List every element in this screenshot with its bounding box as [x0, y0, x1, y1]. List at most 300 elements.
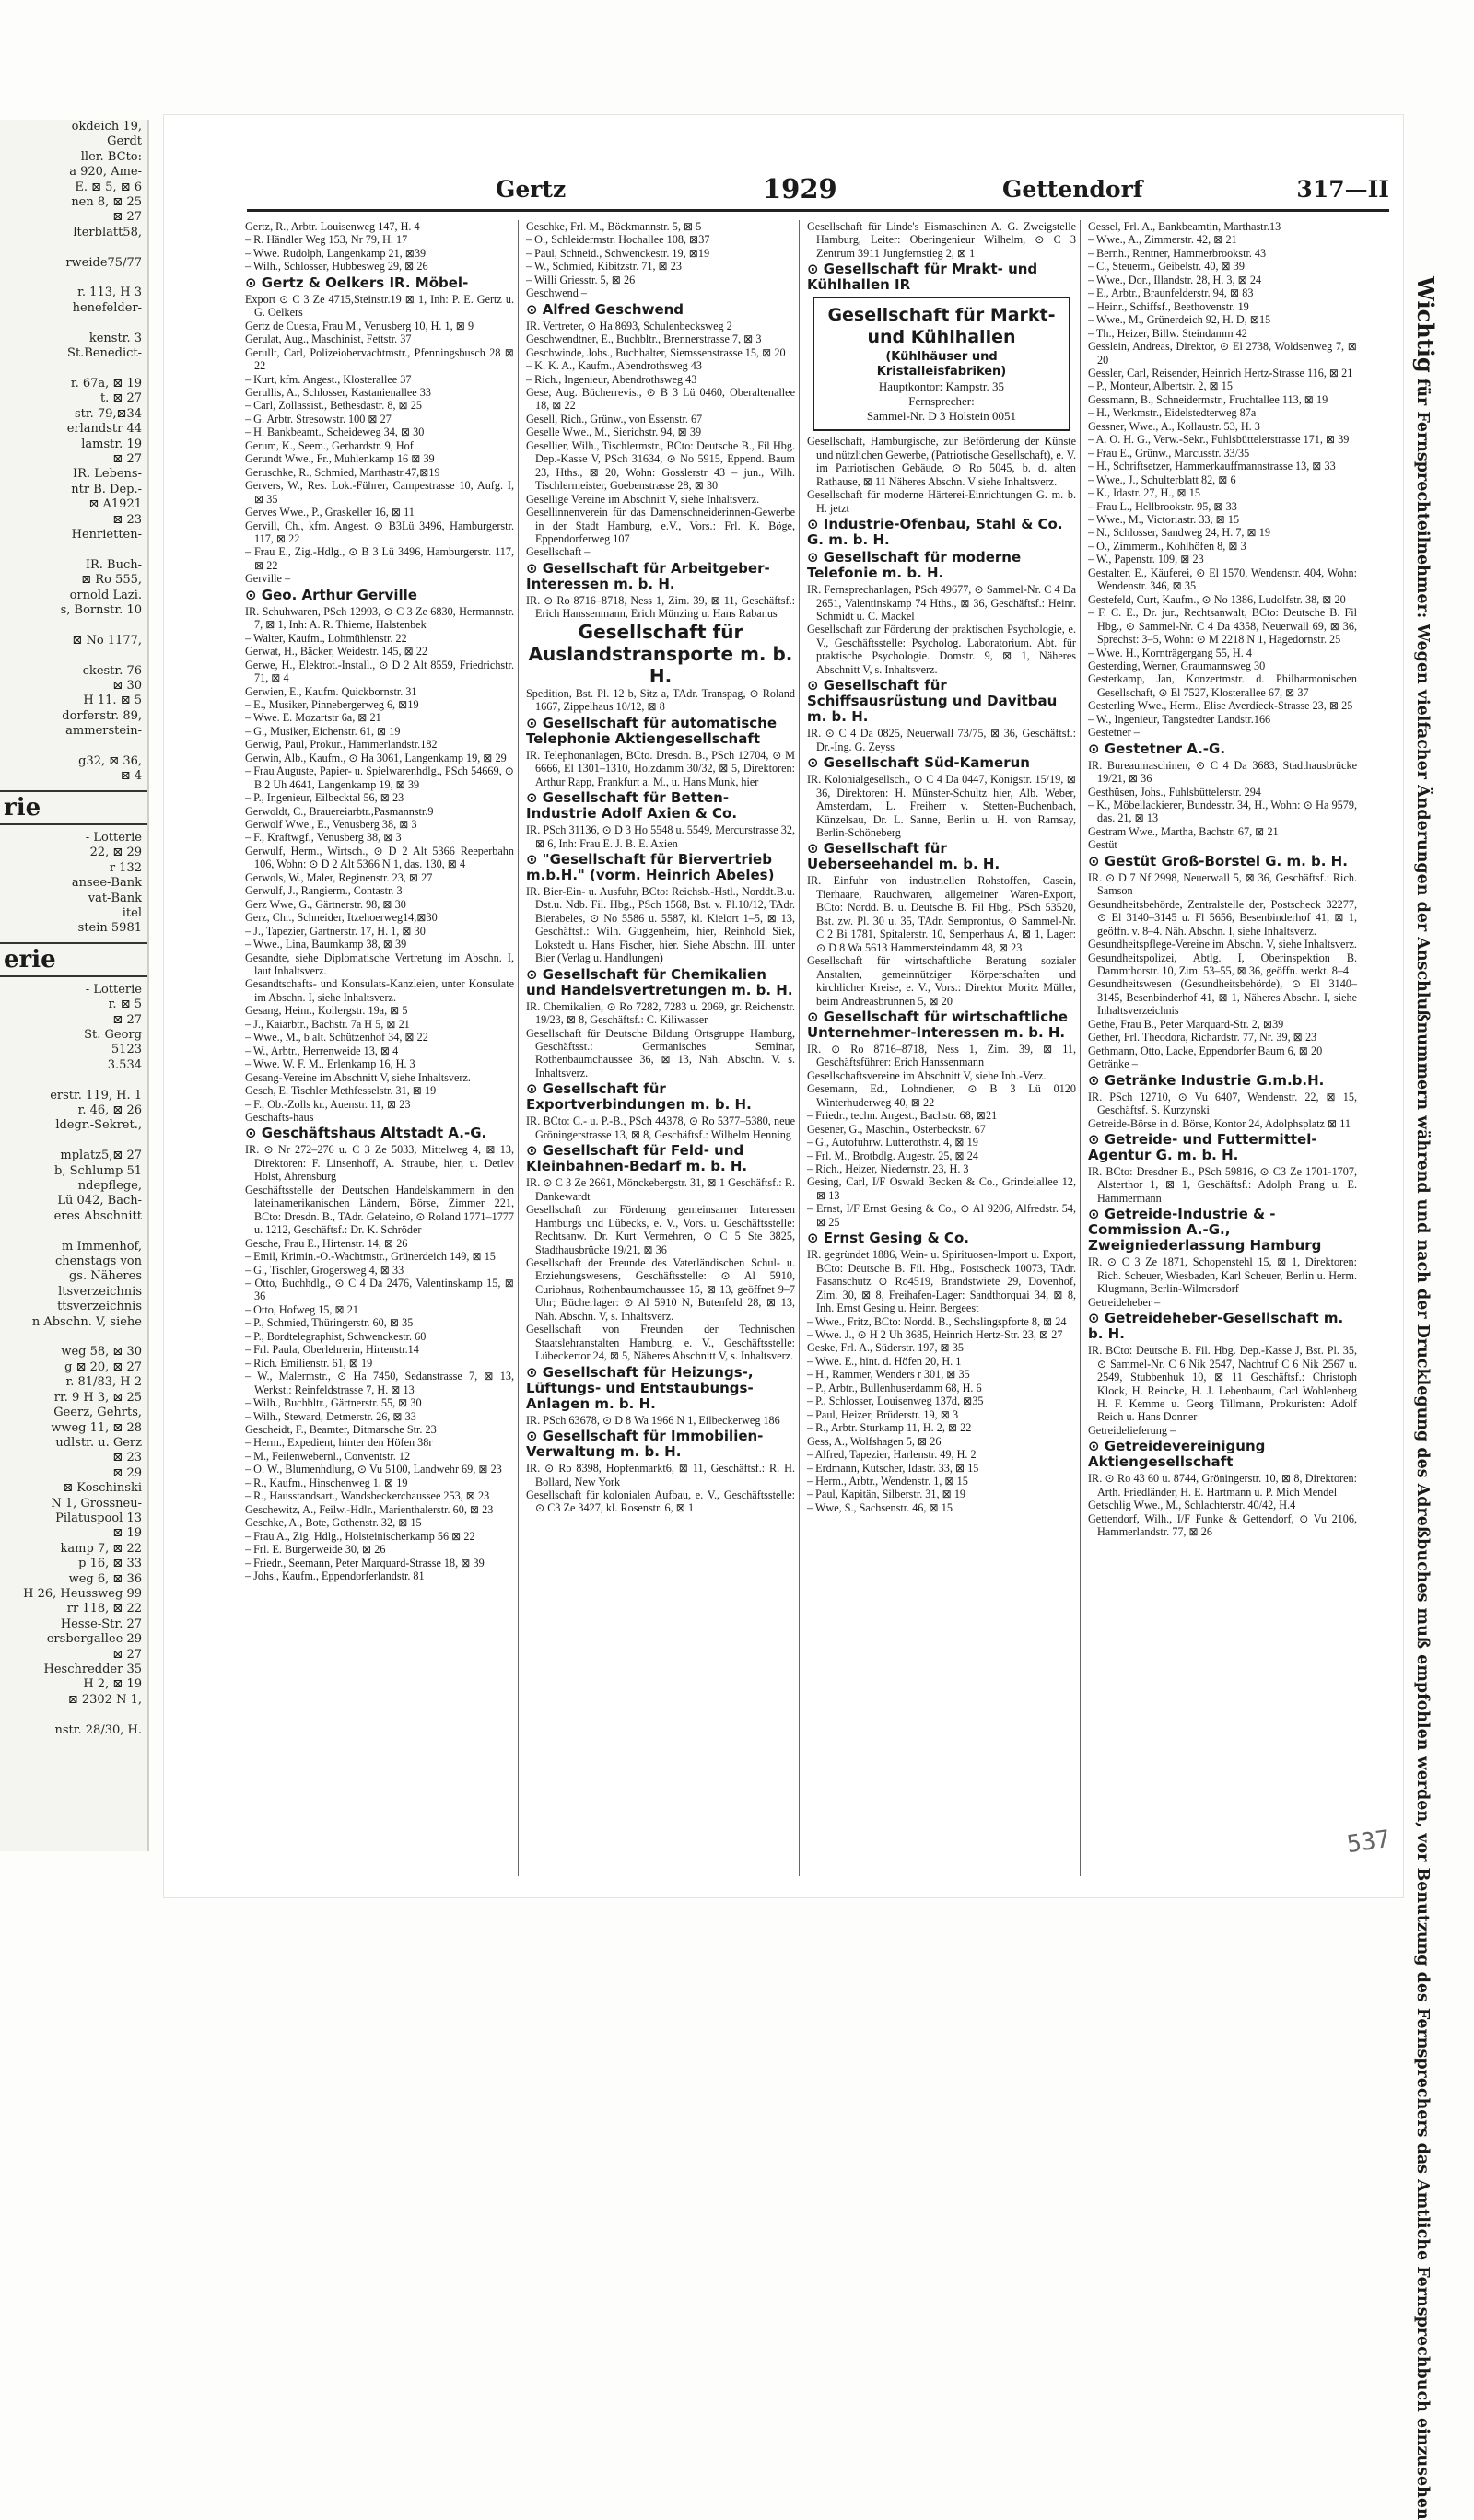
directory-entry: – W., Malermstr., ⊙ Ha 7450, Sedanstrasse 7, ⊠ 13, Werkst.: Reinfeldstrasse 7, H. ⊠ 13 — [245, 1370, 514, 1396]
bold-firm-entry: ⊙ Gestetner A.-G. — [1088, 740, 1226, 757]
previous-page-line: r. 67a, ⊠ 19 — [70, 376, 142, 391]
previous-page-line: ⊠ 19 — [112, 1526, 142, 1541]
directory-entry: Geschwinde, Johs., Buchhalter, Siemssenstrasse 15, ⊠ 20 — [526, 345, 786, 359]
directory-entry: IR. ⊙ Ro 8716–8718, Ness 1, Zim. 39, ⊠ 11, Geschäftsf.: Erich Hanssenmann, Erich Münzing u. Hans Rabanus — [526, 593, 795, 621]
previous-page-line: ⊠ 27 — [112, 1647, 142, 1662]
previous-page-line: kenstr. 3 — [88, 331, 142, 345]
directory-entry: – Ernst, I/F Ernst Gesing & Co., ⊙ Al 9206, Alfredstr. 54, ⊠ 25 — [807, 1202, 1076, 1229]
directory-entry: Geschäftsstelle der Deutschen Handelskammern in den lateinamerikanischen Ländern, Börse, Zimmer 221, BCto: Dresdn. B., TAdr. Gelateino, ⊙ Roland 1771–1777 u. 1212, Geschäftsf.: Dr. K. Schröder — [245, 1183, 514, 1237]
directory-entry: Gesterkamp, Jan, Konzertmstr. d. Philharmonischen Gesellschaft, ⊙ El 7527, Klosterallee 67, ⊠ 37 — [1088, 672, 1357, 699]
bold-firm-entry: ⊙ "Gesellschaft für Biervertrieb m.b.H." (vorm. Heinrich Abeles) — [526, 850, 775, 883]
directory-entry: – Wwe. H., Kornträgergang 55, H. 4 — [1088, 646, 1252, 659]
directory-entry: – Bernh., Rentner, Hammerbrookstr. 43 — [1088, 246, 1267, 260]
directory-entry: – O. W., Blumenhdlung, ⊙ Vu 5100, Landwehr 69, ⊠ 23 — [245, 1463, 502, 1476]
previous-page-line: ⊠ Ro 555, — [81, 573, 142, 588]
previous-page-line: H 11. ⊠ 5 — [83, 694, 142, 708]
directory-entry: Gerz, Chr., Schneider, Itzehoerweg14,⊠30 — [245, 911, 438, 925]
previous-page-line: ⊠ 30 — [112, 679, 142, 694]
previous-page-line: eres Abschnitt — [53, 1208, 142, 1223]
previous-page-line: E. ⊠ 5, ⊠ 6 — [75, 180, 142, 194]
directory-entry: – W., Papenstr. 109, ⊠ 23 — [1088, 553, 1204, 566]
directory-entry: – Paul, Heizer, Brüderstr. 19, ⊠ 3 — [807, 1407, 959, 1421]
directory-entry: Gerwat, H., Bäcker, Weidestr. 145, ⊠ 22 — [245, 645, 428, 659]
directory-entry: Gether, Frl. Theodora, Richardstr. 77, Nr. 39, ⊠ 23 — [1088, 1031, 1317, 1044]
ad-phone-label: Fernsprecher: — [908, 394, 975, 409]
directory-entry: – C., Steuerm., Geibelstr. 40, ⊠ 39 — [1088, 260, 1245, 274]
directory-entry: – Wwe., M., b alt. Schützenhof 34, ⊠ 22 — [245, 1031, 428, 1044]
directory-entry: Gerwulf, J., Rangierm., Contastr. 3 — [245, 884, 403, 898]
directory-entry: IR. Bier-Ein- u. Ausfuhr, BCto: Reichsb.-Hstl., Norddt.B.u. Dst.u. Ndb. Fil. Hbg., PSch 1568, Bst. v. Pl.10/12, TAdr. Bierabeles, ⊙ No 5586 u. 5587, kl. Kielort 1–5, ⊠ 13, Geschäftsf.: Wilh. Guggenheim, hier, Reinhold Siek, Lokstedt u. Hans Fischer, hier. Siehe Abschn. III. unter Bier (Verlag u. Handlungen) — [526, 884, 795, 965]
bold-firm-entry: ⊙ Gesellschaft für Schiffsausrüstung und Davitbau m. b. H. — [807, 677, 1058, 726]
directory-entry: Gerz Wwe, G., Gärtnerstr. 98, ⊠ 30 — [245, 897, 406, 911]
directory-entry: – Wwe. J., ⊙ H 2 Uh 3685, Heinrich Hertz-Str. 23, ⊠ 27 — [807, 1328, 1063, 1342]
previous-page-line: p 16, ⊠ 33 — [78, 1557, 142, 1571]
directory-entry: Gesundheitswesen (Gesundheitsbehörde), ⊙ El 3140–3145, Besenbinderhof 41, ⊠ 1, Näheres Abschn. I, siehe Inhaltsverzeichnis — [1088, 977, 1357, 1018]
previous-page-line — [0, 271, 147, 286]
bold-firm-entry: ⊙ Gesellschaft Süd-Kamerun — [807, 754, 1030, 772]
directory-entry: Gerwig, Paul, Prokur., Hammerlandstr.182 — [245, 738, 438, 752]
directory-entry: Gesellschaftsvereine im Abschnitt V, siehe Inh.-Verz. — [807, 1068, 1047, 1082]
previous-page-line: nen 8, ⊠ 25 — [71, 195, 142, 210]
directory-entry: IR. BCto: Deutsche B. Fil. Hbg. Dep.-Kasse J, Bst. Pl. 35, ⊙ Sammel-Nr. C 6 Nik 2547, Nachtruf C 6 Nik 2567 u. 2549, Stubbenhuk 10, ⊠ 11 Geschäftsf.: Christoph Klock, H. Reincke, H. J. Lebenbaum, Carl Wohlenberg H. F. Kemme u. Georg Tillmann, Prokuristen: Adolf Reich u. Hans Donner — [1088, 1344, 1357, 1424]
directory-entry: – Friedr., techn. Angest., Bachstr. 68, ⊠21 — [807, 1109, 998, 1123]
previous-page-line — [0, 542, 147, 557]
directory-entry: – Otto, Buchhdlg., ⊙ C 4 Da 2476, Valentinskamp 15, ⊠ 36 — [245, 1276, 514, 1303]
previous-page-line: Geerz, Gehrts, — [53, 1406, 142, 1420]
bold-firm-entry: ⊙ Getreide- und Futtermittel-Agentur G. m. b. H. — [1088, 1131, 1317, 1163]
directory-entry: Gesterling Wwe., Herm., Elise Averdieck-Strasse 23, ⊠ 25 — [1088, 699, 1353, 713]
directory-entry: – Erdmann, Kutscher, Idastr. 33, ⊠ 15 — [807, 1461, 979, 1475]
previous-page-line: udlstr. u. Gerz — [55, 1435, 142, 1450]
previous-page-line — [0, 1224, 147, 1239]
previous-page-line: str. 79,⊠34 — [74, 406, 142, 421]
previous-page-line — [0, 240, 147, 255]
directory-entry: Gethmann, Otto, Lacke, Eppendorfer Baum 6, ⊠ 20 — [1088, 1044, 1323, 1057]
directory-entry: – A. O. H. G., Verw.-Sekr., Fuhlsbüttelerstrasse 171, ⊠ 39 — [1088, 433, 1350, 447]
directory-entry: Geschwendtner, E., Buchbltr., Brennerstrasse 7, ⊠ 3 — [526, 332, 762, 346]
directory-entry: Gesellschaft für wirtschaftliche Beratung sozialer Anstalten, gemeinnütziger Körperschaften und kirchlicher Kreise, e. V., Vors.: Direktor Moritz Müller, beim Andreasbrunnen 5, ⊠ 20 — [807, 954, 1076, 1008]
previous-page-line: rr. 9 H 3, ⊠ 25 — [53, 1390, 142, 1405]
directory-entry: IR. Bureaumaschinen, ⊙ C 4 Da 3683, Stadthausbrücke 19/21, ⊠ 36 — [1088, 758, 1357, 786]
directory-entry: – Wilh., Steward, Detmerstr. 26, ⊠ 33 — [245, 1409, 416, 1423]
header-first-name: Gertz — [496, 176, 567, 203]
directory-entry: Getreideheber – — [1088, 1295, 1161, 1309]
previous-page-line: IR. Buch- — [85, 557, 142, 572]
directory-entry: IR. Schuhwaren, PSch 12993, ⊙ C 3 Ze 6830, Hermannstr. 7, ⊠ 1, Inh: A. R. Thieme, Halstenbek — [245, 604, 514, 632]
directory-entry: – H. Bankbeamt., Scheideweg 34, ⊠ 30 — [245, 426, 425, 439]
directory-entry: Getschlig Wwe., M., Schlachterstr. 40/42, H.4 — [1088, 1499, 1296, 1512]
directory-entry: – F., Kraftwgf., Venusberg 38, ⊠ 3 — [245, 831, 402, 845]
directory-entry: – Frl. E. Bürgerweide 30, ⊠ 26 — [245, 1543, 386, 1557]
directory-entry: Geske, Frl. A., Süderstr. 197, ⊠ 35 — [807, 1341, 964, 1355]
directory-entry: Gestetner – — [1088, 726, 1140, 740]
directory-entry: – H., Werkmstr., Eidelstedterweg 87a — [1088, 406, 1257, 420]
previous-page-line: weg 58, ⊠ 30 — [61, 1345, 142, 1359]
directory-entry: Gesellschaft für Linde's Eismaschinen A. G. Zweigstelle Hamburg, Leiter: Oberingenieur Wilhelm, ⊙ C 3 Zentrum 3911 Jungfernstieg 2, ⊠ 1 — [807, 220, 1076, 260]
directory-entry: – Alfred, Tapezier, Harlenstr. 49, H. 2 — [807, 1448, 977, 1462]
directory-entry: Getreidelieferung – — [1088, 1423, 1176, 1437]
display-firm-entry: Gesellschaft für Auslandstransporte m. b. H. — [528, 620, 793, 687]
directory-entry: Gess, A., Wolfshagen 5, ⊠ 26 — [807, 1434, 942, 1448]
directory-entry: Gesundheitspflege-Vereine im Abschn. V, siehe Inhaltsverz. — [1088, 938, 1357, 951]
bold-firm-entry: ⊙ Gesellschaft für Arbeitgeber-Interessen m. b. H. — [526, 559, 770, 592]
directory-entry: – H., Rammer, Wenders r 301, ⊠ 35 — [807, 1368, 970, 1382]
previous-page-line — [0, 740, 147, 754]
directory-entry: Gesellschaft zur Förderung gemeinsamer Interessen Hamburgs und Lübecks, e. V., Vors. u. Geschäftsstelle: Rechtsanw. Dr. Kurt Vermehren, ⊙ C 5 Ste 3825, Stadthausbrücke 19/21, ⊠ 36 — [526, 1203, 795, 1256]
directory-entry: Gerville – — [245, 572, 291, 586]
previous-page-line: Henrietten- — [71, 527, 142, 542]
directory-entry: – G. Arbtr. Stresowstr. 100 ⊠ 27 — [245, 412, 392, 426]
previous-page-line: r. ⊠ 5 — [108, 998, 142, 1012]
directory-entry: – P., Schmied, Thüringerstr. 60, ⊠ 35 — [245, 1316, 414, 1330]
directory-entry: IR. ⊙ D 7 Nf 2998, Neuerwall 5, ⊠ 36, Geschäftsf.: Rich. Samson — [1088, 870, 1357, 898]
directory-entry: IR. ⊙ Ro 43 60 u. 8744, Gröningerstr. 10, ⊠ 8, Direktoren: Arth. Friedländer, H. E. Hartmann u. P. Mich Mendel — [1088, 1472, 1357, 1499]
directory-entry: Geschäfts-haus — [245, 1111, 314, 1124]
previous-page-edge — [0, 120, 149, 1851]
previous-page-box-1: rie — [0, 790, 147, 825]
previous-page-line: 5123 — [111, 1043, 142, 1057]
bold-firm-entry: ⊙ Gesellschaft für Feld- und Kleinbahnen-Bedarf m. b. H. — [526, 1142, 748, 1175]
previous-page-line: H 2, ⊠ 19 — [83, 1677, 142, 1692]
directory-entry: – R., Arbtr. Sturkamp 11, H. 2, ⊠ 22 — [807, 1421, 972, 1435]
directory-entry: Gerundt Wwe., Fr., Muhlenkamp 16 ⊠ 39 — [245, 452, 435, 466]
previous-page-line: - Lotterie — [85, 830, 142, 845]
directory-entry: – Paul, Kapitän, Silberstr. 31, ⊠ 19 — [807, 1488, 966, 1501]
directory-entry: Gesche, Frau E., Hirtenstr. 14, ⊠ 26 — [245, 1236, 408, 1250]
previous-page-line: N 1, Grossneu- — [51, 1496, 142, 1511]
previous-page-line: a 920, Ame- — [69, 165, 142, 180]
directory-entry: Export ⊙ C 3 Ze 4715,Steinstr.19 ⊠ 1, Inh: P. E. Gertz u. G. Oelkers — [245, 292, 514, 320]
previous-page-line: ⊠ 23 — [112, 512, 142, 527]
directory-entry: Gerullt, Carl, Polizeiobervachtmstr., Pfenningsbusch 28 ⊠ 22 — [245, 345, 514, 373]
ad-phone: Sammel-Nr. D 3 Holstein 0051 — [866, 409, 1017, 424]
directory-entry: – Frau E., Grünw., Marcusstr. 33/35 — [1088, 446, 1250, 460]
ad-title: Gesellschaft für Markt- und Kühlhallen — [827, 305, 1056, 348]
directory-entry: Gesener, G., Maschin., Osterbeckstr. 67 — [807, 1122, 986, 1136]
previous-page-line: r. 46, ⊠ 26 — [77, 1102, 142, 1117]
directory-entry: – H., Schriftsetzer, Hammerkauffmannstrasse 13, ⊠ 33 — [1088, 460, 1336, 473]
directory-entry: Gesing, Carl, I/F Oswald Becken & Co., Grindelallee 12, ⊠ 13 — [807, 1175, 1076, 1202]
directory-entry: Gescheidt, F., Beamter, Ditmarsche Str. 23 — [245, 1422, 437, 1436]
directory-entry: – G., Tischler, Grogersweg 4, ⊠ 33 — [245, 1263, 404, 1277]
directory-entry: Gesellige Vereine im Abschnitt V, siehe Inhaltsverz. — [526, 492, 760, 506]
directory-entry: Gesellschaft für moderne Härterei-Einrichtungen G. m. b. H. jetzt — [807, 488, 1076, 515]
previous-page-line: ⊠ 29 — [112, 1465, 142, 1480]
directory-entry: IR. BCto: C.- u. P.-B., PSch 44378, ⊙ Ro 5377–5380, neue Gröningerstrasse 13, ⊠ 8, Geschäftsf.: Wilhelm Henning — [526, 1114, 795, 1141]
directory-entry: – Herm., Expedient, hinter den Höfen 38r — [245, 1436, 433, 1450]
directory-entry: – P., Ingenieur, Eilbecktal 56, ⊠ 23 — [245, 791, 404, 805]
previous-page-line: kamp 7, ⊠ 22 — [60, 1541, 142, 1556]
directory-entry: Gese, Aug. Bücherrevis., ⊙ B 3 Lü 0460, Oberaltenallee 18, ⊠ 22 — [526, 385, 795, 413]
directory-entry: – Wwe. E. Mozartstr 6a, ⊠ 21 — [245, 711, 381, 725]
directory-entry: IR. PSch 63678, ⊙ D 8 Wa 1966 N 1, Eilbeckerweg 186 — [526, 1413, 780, 1427]
previous-page-line: 3.534 — [107, 1057, 142, 1072]
directory-page — [164, 115, 1403, 1897]
bold-firm-entry: ⊙ Gesellschaft für automatische Telephonie Aktiengesellschaft — [526, 714, 778, 747]
previous-page-line: ornold Lazi. — [69, 588, 142, 602]
bold-firm-entry: ⊙ Getreidevereinigung Aktiengesellschaft — [1088, 1438, 1266, 1471]
previous-page-line: ansee-Bank — [71, 876, 142, 891]
bold-firm-entry: ⊙ Gesellschaft für Exportverbindungen m. b. H. — [526, 1080, 752, 1114]
directory-entry: Gerwien, E., Kaufm. Quickbornstr. 31 — [245, 684, 417, 698]
directory-entry: Gerwe, H., Elektrot.-Install., ⊙ D 2 Alt 8559, Friedrichstr. 71, ⊠ 4 — [245, 658, 514, 685]
directory-entry: – F. C. E., Dr. jur., Rechtsanwalt, BCto: Deutsche B. Fil Hbg., ⊙ Sammel-Nr. C 4 Da 4358, Neuerwall 69, ⊠ 36, Sprechst: 3–5, Wohn: ⊙ M 2218 N 1, Hagedornstr. 25 — [1088, 606, 1357, 647]
bold-firm-entry: ⊙ Getränke Industrie G.m.b.H. — [1088, 1071, 1325, 1089]
bold-firm-entry: ⊙ Gesellschaft für Immobilien-Verwaltung m. b. H. — [526, 1428, 764, 1461]
directory-entry: – Frl. Paula, Oberlehrerin, Hirtenstr.14 — [245, 1343, 419, 1357]
previous-page-line: ⊠ 4 — [120, 769, 142, 784]
bold-firm-entry: ⊙ Alfred Geschwend — [526, 300, 684, 318]
directory-entry: – Heinr., Schiffsf., Beethovenstr. 19 — [1088, 299, 1249, 313]
bold-firm-entry: ⊙ Gesellschaft für Ueberseehandel m. b. H. — [807, 840, 1000, 873]
directory-entry: – Paul, Schneid., Schwenckestr. 19, ⊠19 — [526, 246, 710, 260]
directory-entry: Gessner, Wwe., A., Kollaustr. 53, H. 3 — [1088, 419, 1260, 433]
previous-page-line: St.Benedict- — [67, 346, 142, 361]
previous-page-line — [0, 648, 147, 663]
previous-page-line: n Abschn. V, siehe — [31, 1314, 142, 1329]
directory-entry: Gesslein, Andreas, Direktor, ⊙ El 2738, Woldsenweg 7, ⊠ 20 — [1088, 340, 1357, 367]
previous-page-line: vat-Bank — [88, 891, 142, 905]
directory-entry: – Wwe. Rudolph, Langenkamp 21, ⊠39 — [245, 246, 427, 260]
directory-entry: Geruschke, R., Schmied, Marthastr.47,⊠19 — [245, 465, 440, 479]
directory-entry: – Wilh., Schlosser, Hubbesweg 29, ⊠ 26 — [245, 260, 428, 274]
directory-entry: – Frau Auguste, Papier- u. Spielwarenhdlg., PSch 54669, ⊙ B 2 Uh 4641, Langenkamp 19, ⊠ 39 — [245, 764, 514, 791]
previous-page-line: r. 113, H 3 — [77, 286, 142, 300]
previous-page-line: ltsverzeichnis — [58, 1284, 142, 1299]
directory-entry: – P., Schlosser, Louisenweg 137d, ⊠35 — [807, 1394, 984, 1408]
directory-entry: – O., Schleidermstr. Hochallee 108, ⊠37 — [526, 233, 710, 247]
directory-entry: – Otto, Hofweg 15, ⊠ 21 — [245, 1302, 358, 1316]
directory-entry: – Frau L., Hellbrookstr. 95, ⊠ 33 — [1088, 499, 1237, 513]
directory-entry: Geschke, Frl. M., Böckmannstr. 5, ⊠ 5 — [526, 220, 702, 233]
directory-entry: – Johs., Kaufm., Eppendorferlandstr. 81 — [245, 1569, 425, 1582]
ad-subtitle: (Kühlhäuser und Kristalleisfabriken) — [876, 350, 1007, 379]
previous-page-line: itel — [122, 905, 142, 920]
directory-entry: – Rich., Heizer, Niedernstr. 23, H. 3 — [807, 1162, 969, 1176]
directory-entry: – P., Bordtelegraphist, Schwenckestr. 60 — [245, 1329, 427, 1343]
directory-entry: – Wwe., Lina, Baumkamp 38, ⊠ 39 — [245, 938, 407, 951]
directory-entry: Gerves Wwe., P., Graskeller 16, ⊠ 11 — [245, 506, 415, 519]
previous-page-line: ndepflege, — [77, 1179, 142, 1193]
previous-page-line: t. ⊠ 27 — [99, 391, 142, 406]
directory-entry: IR. Fernsprechanlagen, PSch 49677, ⊙ Sammel-Nr. C 4 Da 2651, Valentinskamp 74 Hths., ⊠ 36, Geschäftsf.: Heinr. Schmidt u. C. Mackel — [807, 583, 1076, 623]
directory-entry: – Carl, Zollassist., Bethesdastr. 8, ⊠ 25 — [245, 399, 422, 413]
previous-page-line: IR. Lebens- — [73, 467, 142, 482]
previous-page-line: g ⊠ 20, ⊠ 27 — [64, 1359, 142, 1374]
previous-page-line: weg 6, ⊠ 36 — [68, 1571, 142, 1586]
ad-office: Hauptkontor: Kampstr. 35 — [878, 379, 1005, 394]
directory-entry: Gerwols, W., Maler, Reginenstr. 23, ⊠ 27 — [245, 870, 433, 884]
bold-firm-entry: ⊙ Gesellschaft für Betten-Industrie Adolf Axien & Co. — [526, 789, 738, 822]
directory-entry: Gestefeld, Curt, Kaufm., ⊙ No 1386, Ludolfstr. 38, ⊠ 20 — [1088, 592, 1346, 606]
previous-page-line: ckestr. 76 — [82, 663, 142, 678]
previous-page-line: ersbergallee 29 — [46, 1632, 142, 1647]
previous-page-line: Gerdt — [107, 134, 142, 149]
directory-entry: – E., Arbtr., Braunfelderstr. 94, ⊠ 83 — [1088, 286, 1254, 300]
bold-firm-entry: ⊙ Gesellschaft für Chemikalien und Handelsvertretungen m. b. H. — [526, 965, 793, 998]
previous-page-column-bottom — [0, 983, 147, 1738]
previous-page-line: ller. BCto: — [80, 149, 142, 164]
directory-entry: Gesch, E. Tischler Methfesselstr. 31, ⊠ 19 — [245, 1084, 437, 1098]
bold-firm-entry: ⊙ Gesellschaft für moderne Telefonie m. b. H. — [807, 549, 1022, 582]
bold-firm-entry: ⊙ Gesellschaft für Mrakt- und Kühlhallen IR — [807, 261, 1038, 294]
directory-entry: Gessler, Carl, Reisender, Heinrich Hertz-Strasse 116, ⊠ 21 — [1088, 366, 1353, 379]
directory-entry: IR. ⊙ C 4 Da 0825, Neuerwall 73/75, ⊠ 36, Geschäftsf.: Dr.-Ing. G. Zeyss — [807, 727, 1076, 753]
directory-entry: Gesellschaft – — [526, 545, 591, 559]
directory-entry: – Emil, Krimin.-O.-Wachtmstr., Grünerdeich 149, ⊠ 15 — [245, 1250, 496, 1264]
directory-entry: IR. ⊙ Ro 8716–8718, Ness 1, Zim. 39, ⊠ 11, Geschäftsführer: Erich Hanssenmann — [807, 1042, 1076, 1069]
directory-entry: IR. BCto: Dresdner B., PSch 59816, ⊙ C3 Ze 1701-1707, Alsterthor 1, ⊠ 1, Geschäftsf.: Adolph Prang u. E. Hammermann — [1088, 1165, 1357, 1205]
directory-entry: Gerullis, A., Schlosser, Kastanienallee 33 — [245, 385, 431, 399]
previous-page-column-middle — [0, 831, 147, 937]
directory-entry: – Th., Heizer, Billw. Steindamm 42 — [1088, 326, 1247, 340]
directory-entry: – R., Kaufm., Hinschenweg 1, ⊠ 19 — [245, 1476, 408, 1489]
directory-entry: Gertz, R., Arbtr. Louisenweg 147, H. 4 — [245, 220, 420, 233]
previous-page-line: g32, ⊠ 36, — [78, 754, 142, 769]
directory-entry: Gerwoldt, C., Brauereiarbtr.,Pasmannstr.9 — [245, 804, 434, 818]
directory-entry: – Wwe., A., Zimmerstr. 42, ⊠ 21 — [1088, 233, 1237, 247]
directory-entry: Geschwend – — [526, 286, 587, 300]
previous-page-line: r. 81/83, H 2 — [65, 1375, 142, 1390]
previous-page-line: erstr. 119, H. 1 — [50, 1088, 142, 1102]
previous-page-line: dorferstr. 89, — [62, 708, 142, 723]
previous-page-column-top — [0, 120, 147, 785]
previous-page-line — [0, 316, 147, 331]
previous-page-box-2: erie — [0, 942, 147, 977]
directory-entry: – M., Feilenwebernl., Conventstr. 12 — [245, 1449, 411, 1463]
column-1 — [245, 220, 519, 1876]
directory-entry: – G., Autofuhrw. Lutterothstr. 4, ⊠ 19 — [807, 1136, 978, 1149]
previous-page-line — [0, 618, 147, 633]
directory-entry: – W., Arbtr., Herrenweide 13, ⊠ 4 — [245, 1044, 399, 1057]
previous-page-line: s, Bornstr. 10 — [60, 603, 142, 617]
previous-page-line: m Immenhof, — [62, 1239, 142, 1254]
directory-entry: – Friedr., Seemann, Peter Marquard-Strasse 18, ⊠ 39 — [245, 1556, 485, 1569]
directory-entry: IR. ⊙ Ro 8398, Hopfenmarkt6, ⊠ 11, Geschäftsf.: R. H. Bollard, New York — [526, 1462, 795, 1488]
previous-page-line: nstr. 28/30, H. — [54, 1722, 142, 1737]
previous-page-line: okdeich 19, — [71, 120, 142, 134]
bold-firm-entry: ⊙ Industrie-Ofenbau, Stahl & Co. G. m. b. H. — [807, 516, 1063, 549]
directory-entry: – K., Möbellackierer, Bundesstr. 34, H., Wohn: ⊙ Ha 9579, das. 21, ⊠ 13 — [1088, 799, 1357, 825]
directory-entry: – Frl. M., Brotbdlg. Augestr. 25, ⊠ 24 — [807, 1149, 978, 1162]
previous-page-line: b, Schlump 51 — [54, 1163, 142, 1178]
directory-entry: Gesellier, Wilh., Tischlermstr., BCto: Deutsche B., Fil Hbg. Dep.-Kasse V, PSch 31634, ⊙ No 5915, Eppend. Baum 23, Hths., ⊠ 20, Wohn: Gosslerstr 43 – jun., Wilh. Tischlermeister, Goebenstrasse 28, ⊠ 30 — [526, 438, 795, 493]
previous-page-line: wweg 11, ⊠ 28 — [51, 1420, 142, 1435]
directory-entry: Gessmann, B., Schneidermstr., Fruchtallee 113, ⊠ 19 — [1088, 392, 1328, 406]
previous-page-line: St. Georg — [84, 1027, 142, 1042]
previous-page-line: Hesse-Str. 27 — [60, 1616, 142, 1631]
previous-page-line: r 132 — [109, 860, 142, 875]
directory-entry: Gesellschaft für Deutsche Bildung Ortsgruppe Hamburg, Geschäftsst.: Germanisches Seminar, Rothenbaumchaussee 36, ⊠ 13, Näh. Abschn. V. s. Inhaltsverz. — [526, 1026, 795, 1079]
directory-entry: Gettendorf, Wilh., I/F Funke & Gettendorf, ⊙ Vu 2106, Hammerlandstr. 77, ⊠ 26 — [1088, 1511, 1357, 1539]
directory-entry: Gerwolf Wwe., E., Venusberg 38, ⊠ 3 — [245, 818, 417, 832]
directory-entry: – Wwe., M., Victoriastr. 33, ⊠ 15 — [1088, 512, 1240, 526]
directory-entry: Gesemann, Ed., Lohndiener, ⊙ B 3 Lü 0120 Winterhuderweg 40, ⊠ 22 — [807, 1082, 1076, 1109]
header-year: 1929 — [763, 173, 837, 204]
directory-entry: – Willi Griesstr. 5, ⊠ 26 — [526, 273, 636, 286]
previous-page-line — [0, 1708, 147, 1722]
directory-entry: – G., Musiker, Eichenstr. 61, ⊠ 19 — [245, 724, 401, 738]
previous-page-line: ⊠ A1921 — [88, 497, 142, 512]
directory-entry: Gesellschaft der Freunde des Vaterländischen Schul- u. Erziehungswesens, Geschäftsstelle: ⊙ Al 5910, Curiohaus, Rothenbaumchaussee 15, ⊠ 13, geöffnet 9–7 Uhr; Bücherlager: ⊙ Al 5910 N, Butenfeld 28, ⊠ 13, Näh. Abschn. V, s. Inhaltsverz. — [526, 1256, 795, 1323]
bold-firm-entry: ⊙ Gesellschaft für wirtschaftliche Unternehmer-Interessen m. b. H. — [807, 1008, 1068, 1041]
directory-entry: Gessel, Frl. A., Bankbeamtin, Marthastr.13 — [1088, 220, 1281, 233]
directory-entry: Gesthüsen, Johs., Fuhlsbüttelerstr. 294 — [1088, 785, 1261, 799]
previous-page-line: ntr B. Dep.- — [71, 482, 142, 496]
previous-page-line: ldegr.-Sekret., — [55, 1118, 142, 1133]
previous-page-line — [0, 1134, 147, 1149]
previous-page-line: gs. Näheres — [68, 1269, 142, 1284]
page-header — [247, 172, 1389, 212]
directory-entry: – Wwe., M., Grünerdeich 92, H. D, ⊠15 — [1088, 313, 1271, 327]
directory-entry: IR. gegründet 1886, Wein- u. Spirituosen-Import u. Export, BCto: Deutsche B. Fil. Hbg., Postscheck 10073, TAdr. Fasanschutz ⊙ Ro4519, Brandstwiete 29, Dovenhof, Zim. 30, ⊠ 8, Freihafen-Lager: Sandthorquai 34, ⊠ 8, Inh. Ernst Gesing u. Heinr. Bergeest — [807, 1248, 1076, 1315]
directory-entry: – R. Händler Weg 153, Nr 79, H. 17 — [245, 233, 408, 247]
previous-page-line: ammerstein- — [65, 724, 142, 739]
directory-entry: Spedition, Bst. Pl. 12 b, Sitz a, TAdr. Transpag, ⊙ Roland 1667, Zippelhaus 10/12, ⊠ 8 — [526, 686, 795, 714]
directory-entry: IR. PSch 31136, ⊙ D 3 Ho 5548 u. 5549, Mercurstrasse 32, ⊠ 6, Inh: Frau E. J. B. E. Axien — [526, 823, 795, 850]
side-notice-text: für Fernsprechteilnehmer: Wegen vielfacher Änderungen der Anschlußnummern während und nach der Drucklegung des Adreßbuches muß empfohlen werden, vor Benutzung des Fernsprechers das Amtliche Fernsprechbuch einzusehen — [1413, 378, 1432, 2520]
header-page-number: 317—II — [1296, 176, 1389, 203]
directory-entry: Gesell, Rich., Grünw., von Essenstr. 67 — [526, 412, 703, 426]
directory-entry: – Wwe., Fritz, BCto: Nordd. B., Sechslingspforte 8, ⊠ 24 — [807, 1314, 1067, 1328]
directory-entry: – Herm., Arbtr., Wendenstr. 1, ⊠ 15 — [807, 1475, 968, 1488]
bold-firm-entry: ⊙ Gertz & Oelkers IR. Möbel- — [245, 274, 469, 291]
bold-firm-entry: ⊙ Ernst Gesing & Co. — [807, 1230, 969, 1247]
bold-firm-entry: ⊙ Geo. Arthur Gerville — [245, 586, 417, 603]
directory-entry: – Walter, Kaufm., Lohmühlenstr. 22 — [245, 631, 407, 645]
directory-entry: – Wwe., Dor., Illandstr. 28, H. 3, ⊠ 24 — [1088, 273, 1262, 286]
directory-entry: – Frau E., Zig.-Hdlg., ⊙ B 3 Lü 3496, Hamburgerstr. 117, ⊠ 22 — [245, 545, 514, 572]
column-4 — [1088, 220, 1361, 1876]
previous-page-line: ⊠ Koschinski — [63, 1481, 142, 1496]
directory-entry: – Wwe. W. F. M., Erlenkamp 16, H. 3 — [245, 1057, 415, 1071]
directory-entry: Gerwulf, Herm., Wirtsch., ⊙ D 2 Alt 5366 Reeperbahn 106, Wohn: ⊙ D 2 Alt 5366 N 1, das. 130, ⊠ 4 — [245, 844, 514, 871]
previous-page-line: ⊠ 23 — [112, 1451, 142, 1465]
previous-page-line: mplatz5,⊠ 27 — [60, 1149, 142, 1163]
directory-entry: Gesang-Vereine im Abschnitt V, siehe Inhaltsverz. — [245, 1070, 471, 1084]
directory-entry: – Frau A., Zig. Hdlg., Holsteinischerkamp 56 ⊠ 22 — [245, 1529, 475, 1543]
directory-entry: Gertz de Cuesta, Frau M., Venusberg 10, H. 1, ⊠ 9 — [245, 319, 474, 332]
directory-entry: Getreide-Börse in d. Börse, Kontor 24, Adolphsplatz ⊠ 11 — [1088, 1116, 1351, 1130]
previous-page-line: - Lotterie — [85, 982, 142, 997]
directory-entry: Gesellinnenverein für das Damenschneiderinnen-Gewerbe in der Stadt Hamburg, e.V., Vors.: Frl. K. Böge, Eppendorferweg 107 — [526, 506, 795, 545]
previous-page-line: erlandstr 44 — [66, 422, 142, 437]
directory-entry: Gesang, Heinr., Kollergstr. 19a, ⊠ 5 — [245, 1004, 408, 1018]
previous-page-line: ttsverzeichnis — [57, 1300, 142, 1314]
directory-entry: IR. PSch 12710, ⊙ Vu 6407, Wendenstr. 22, ⊠ 15, Geschäftsf. S. Kurzynski — [1088, 1090, 1357, 1117]
directory-entry: – P., Monteur, Albertstr. 2, ⊠ 15 — [1088, 379, 1233, 393]
directory-entry: Gesellschaft von Freunden der Technischen Staatslehranstalten Hamburg, e. V., Geschäftsstelle: Lübeckertor 24, ⊠ 5, Näheres Abschnitt V, s. Inhaltsverz. — [526, 1323, 795, 1363]
previous-page-line — [0, 1073, 147, 1088]
directory-entry: – K. K. A., Kaufm., Abendrothsweg 43 — [526, 359, 702, 373]
previous-page-line: henefelder- — [72, 300, 142, 315]
directory-entry: Gesandtschafts- und Konsulats-Kanzleien, unter Konsulate im Abschn. I, siehe Inhaltsverz. — [245, 977, 514, 1004]
directory-entry: – J., Kaiarbtr., Bachstr. 7a H 5, ⊠ 21 — [245, 1017, 410, 1031]
directory-entry: Gethe, Frau B., Peter Marquard-Str. 2, ⊠39 — [1088, 1017, 1284, 1031]
directory-entry: IR. Kolonialgesellsch., ⊙ C 4 Da 0447, Königstr. 15/19, ⊠ 36, Direktoren: H. Münster-Schultz hier, Alb. Weber, Amsterdam, L. Freiherr v. Stetten-Buchenbach, Künzelsau, Dr. L. Sanne, Berlin u. H. von Ramsay, Berlin-Schöneberg — [807, 773, 1076, 839]
advertisement-box — [813, 297, 1070, 431]
directory-entry: – Wilh., Buchbltr., Gärtnerstr. 55, ⊠ 30 — [245, 1396, 422, 1410]
directory-entry: IR. Einfuhr von industriellen Rohstoffen, Casein, Tierhaare, Rauchwaren, allgemeiner Waren-Export, BCto: Nordd. B. u. Deutsche B. Fil Hbg., PSch 53520, Bst. zw. Pl. 30 u. 35, TAdr. Semprontus, ⊙ Sammel-Nr. C 2 Bi 1781, Spitalerstr. 10, Semperhaus A, ⊠ 1, Lager: ⊙ D 8 Wa 5613 Hammersteindamm 48, ⊠ 23 — [807, 874, 1076, 954]
directory-entry: Gerwin, Alb., Kaufm., ⊙ Ha 3061, Langenkamp 19, ⊠ 29 — [245, 751, 507, 764]
previous-page-line: Lü 042, Bach- — [57, 1194, 142, 1208]
directory-entry: Gestüt — [1088, 838, 1117, 852]
previous-page-line: ⊠ 27 — [112, 1012, 142, 1027]
previous-page-line: Pilatuspool 13 — [55, 1511, 142, 1525]
previous-page-line: H 26, Heussweg 99 — [23, 1586, 142, 1601]
previous-page-line: ⊠ 27 — [112, 210, 142, 225]
directory-entry: Gesundheitsbehörde, Zentralstelle der, Postscheck 32277, ⊙ El 3140–3145 u. Fl 5656, Besenbinderhof 41, ⊠ 1, geöffn. v. 8–4. Näh. Abschn. I, siehe Inhaltsverz. — [1088, 897, 1357, 938]
